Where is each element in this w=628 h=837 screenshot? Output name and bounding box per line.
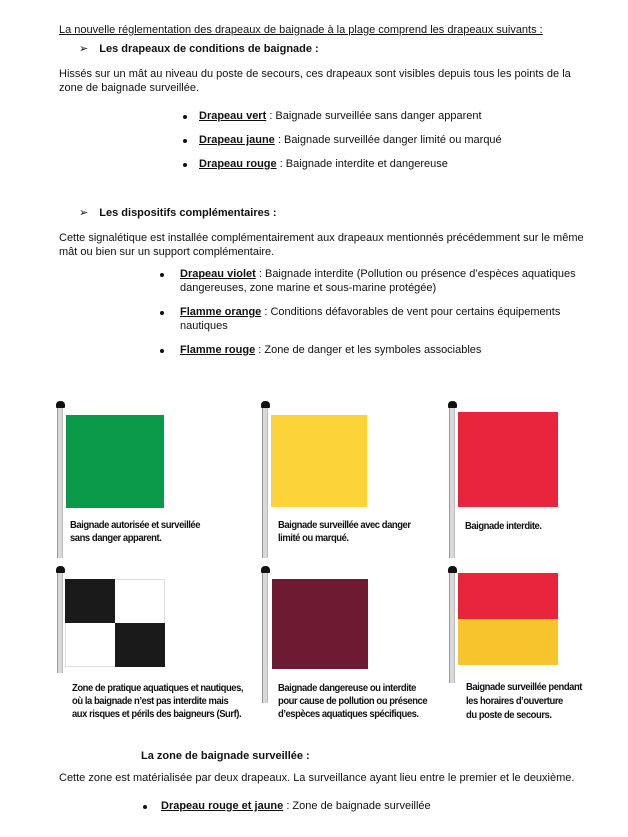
flag-pole (57, 573, 63, 673)
bullet-icon (143, 805, 147, 809)
list-item-desc: : Baignade surveillée danger limité ou marqué (274, 134, 502, 146)
list-item (199, 109, 482, 123)
flag-caption-line: Baignade autorisée et surveillée (70, 519, 201, 531)
list-item (161, 799, 431, 813)
flag-caption-line: Baignade surveillée avec danger (278, 519, 411, 531)
checker-square-dark (115, 623, 165, 667)
bullet-icon (160, 311, 164, 315)
pole-top-icon (261, 566, 270, 573)
flag-pole (262, 573, 268, 703)
bullet-icon (160, 349, 164, 353)
list-item-term: Drapeau rouge et jaune (161, 800, 284, 812)
list-item (199, 157, 448, 171)
green-flag (66, 415, 164, 508)
list-item-desc: : Baignade surveillée sans danger apparent (266, 110, 482, 122)
flag-caption-line: Baignade surveillée pendant (466, 681, 583, 693)
list-item (180, 267, 576, 281)
yellow-flag (271, 415, 367, 507)
list-item (199, 133, 502, 147)
flag-caption-line: les horaires d’ouverture (466, 695, 563, 707)
flag-caption-line: d’espèces aquatiques spécifiques. (278, 708, 419, 720)
section3-paragraph: Cette zone est matérialisée par deux drapeaux. La surveillance ayant lieu entre le premier et le deuxième. (59, 772, 575, 784)
intro-text: La nouvelle réglementation des drapeaux de baignade à la plage comprend les drapeaux suivants : (59, 24, 543, 36)
pole-top-icon (56, 401, 65, 408)
section1-heading-row (79, 42, 319, 56)
section1-paragraph-line2: zone de baignade surveillée. (59, 82, 200, 94)
flag-pole (449, 573, 455, 683)
section2-paragraph-line2: mât ou bien sur un support complémentaire. (59, 246, 275, 258)
list-item-term: Flamme orange (180, 306, 262, 318)
section2-heading-row (79, 206, 277, 220)
flag-pole (449, 408, 455, 558)
list-item-desc: : Baignade interdite et dangereuse (276, 158, 448, 170)
bullet-icon (183, 163, 187, 167)
red-yellow-flag-top (458, 573, 558, 619)
pole-top-icon (261, 401, 270, 408)
list-item-term: Drapeau jaune (199, 134, 275, 146)
flag-caption-line: Baignade interdite. (465, 520, 542, 532)
list-item-desc: : Zone de baignade surveillée (283, 800, 431, 812)
flag-caption-line: où la baignade n’est pas interdite mais (72, 695, 229, 707)
arrow-bullet-icon: ➢ (79, 207, 89, 219)
list-item-term: Drapeau vert (199, 110, 267, 122)
list-item-term: Drapeau rouge (199, 158, 277, 170)
flag-pole (57, 408, 63, 558)
checker-square-dark (65, 579, 115, 623)
list-item (180, 343, 481, 357)
bullet-icon (183, 115, 187, 119)
flag-caption-line: Baignade dangereuse ou interdite (278, 682, 416, 694)
pole-top-icon (448, 566, 457, 573)
flag-caption-line: aux risques et périls des baigneurs (Surf). (72, 708, 242, 720)
flag-caption-line: du poste de secours. (466, 709, 552, 721)
violet-flag (272, 579, 368, 669)
section1-heading: Les drapeaux de conditions de baignade : (99, 43, 319, 55)
list-item-desc-continued: dangereuses, zone marine et sous-marine protégée) (180, 282, 437, 294)
list-item-desc: : Zone de danger et les symboles associables (255, 344, 482, 356)
list-item (180, 305, 560, 319)
section2-heading: Les dispositifs complémentaires : (99, 207, 277, 219)
section1-paragraph-line1: Hissés sur un mât au niveau du poste de secours, ces drapeaux sont visibles depuis tous les points de la (59, 68, 571, 80)
flag-caption-line: Zone de pratique aquatiques et nautiques, (72, 682, 244, 694)
section2-paragraph-line1: Cette signalétique est installée complémentairement aux drapeaux mentionnés précédemment sur le même (59, 232, 584, 244)
flag-caption-line: limité ou marqué. (278, 532, 349, 544)
checkered-flag (65, 579, 165, 667)
flag-caption-line: pour cause de pollution ou présence (278, 695, 428, 707)
red-yellow-flag-bottom (458, 619, 558, 665)
bullet-icon (160, 273, 164, 277)
red-yellow-flag (458, 573, 558, 665)
flag-pole (262, 408, 268, 558)
list-item-desc: : Conditions défavorables de vent pour certains équipements (261, 306, 561, 318)
red-flag (458, 412, 558, 507)
list-item-desc-continued: nautiques (180, 320, 228, 332)
list-item-term: Flamme rouge (180, 344, 256, 356)
bullet-icon (183, 139, 187, 143)
section3-heading: La zone de baignade surveillée : (141, 750, 310, 762)
list-item-term: Drapeau violet (180, 268, 256, 280)
pole-top-icon (56, 566, 65, 573)
pole-top-icon (448, 401, 457, 408)
arrow-bullet-icon: ➢ (79, 43, 89, 55)
list-item-desc: : Baignade interdite (Pollution ou présence d’espèces aquatiques (255, 268, 576, 280)
flag-caption-line: sans danger apparent. (70, 532, 162, 544)
